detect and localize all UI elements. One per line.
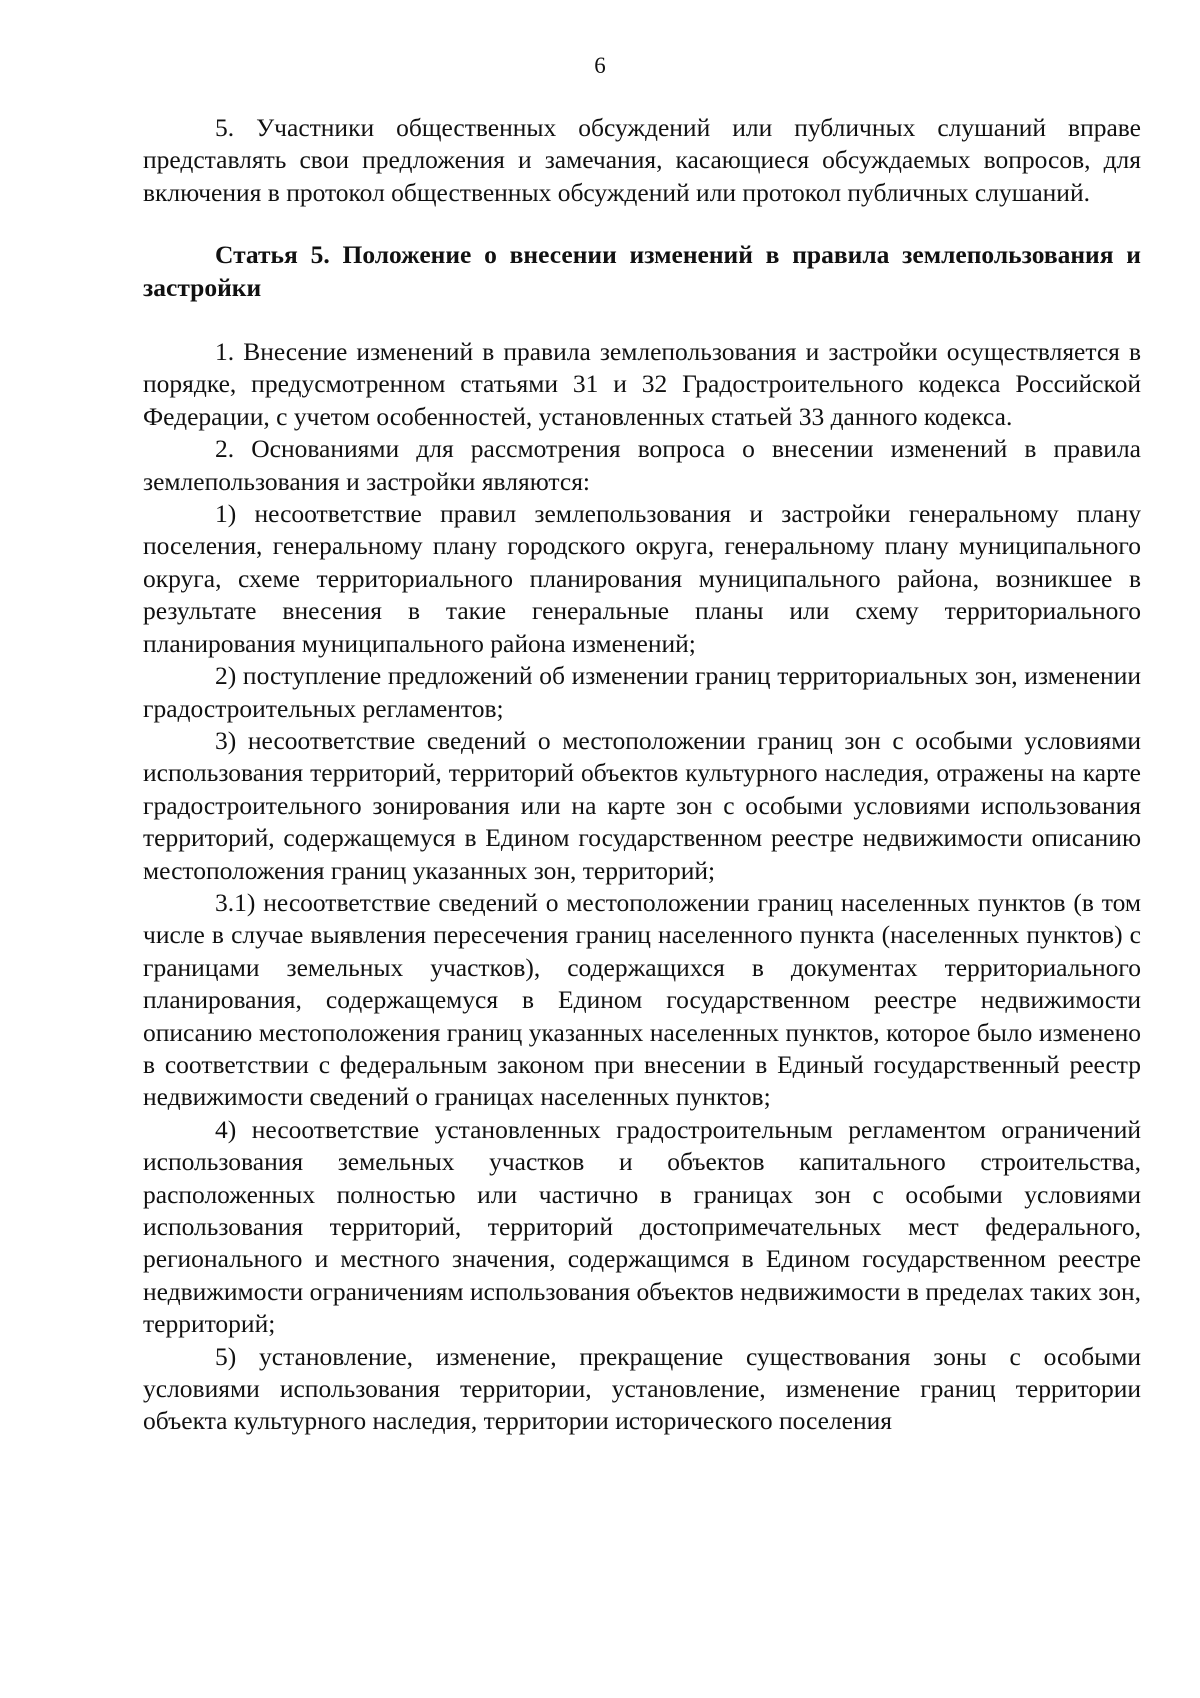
document-body xyxy=(143,112,1141,1438)
article-subitem-3: 3) несоответствие сведений о местоположении границ зон с особыми условиями использования территорий, территорий объектов культурного наследия, отражены на карте градостроительного зонирования или на карте зон с особыми условиями использования территорий, содержащемуся в Едином государственном реестре недвижимости описанию местоположения границ указанных зон, территорий; xyxy=(143,725,1141,885)
page-number: 6 xyxy=(594,53,606,78)
article-subitem-2: 2) поступление предложений об изменении границ территориальных зон, изменении градостроительных регламентов; xyxy=(143,661,1141,723)
article-subitem-5: 5) установление, изменение, прекращение существования зоны с особыми условиями использования территории, установление, изменение границ территории объекта культурного наследия, территории исторического поселения xyxy=(143,1341,1141,1436)
article-5-heading: Статья 5. Положение о внесении изменений в правила землепользования и застройки xyxy=(143,240,1141,302)
article-paragraph-2: 2. Основаниями для рассмотрения вопроса о внесении изменений в правила землепользования и застройки являются: xyxy=(143,434,1141,496)
article-subitem-3-1: 3.1) несоответствие сведений о местоположении границ населенных пунктов (в том числе в случае выявления пересечения границ населенного пункта (населенных пунктов) с границами земельных участков), содержащихся в документах территориального планирования, содержащемуся в Едином государственном реестре недвижимости описанию местоположения границ указанных населенных пунктов, которое было изменено в соответствии с федеральным законом при внесении в Единый государственный реестр недвижимости сведений о границах населенных пунктов; xyxy=(143,887,1141,1112)
article-subitem-1: 1) несоответствие правил землепользования и застройки генеральному плану поселения, генеральному плану городского округа, генеральному плану муниципального округа, схеме территориального планирования муниципального района, возникшее в результате внесения в такие генеральные планы или схему территориального планирования муниципального района изменений; xyxy=(143,499,1141,658)
article-paragraph-1: 1. Внесение изменений в правила землепользования и застройки осуществляется в порядке, предусмотренном статьями 31 и 32 Градостроительного кодекса Российской Федерации, с учетом особенностей, установленных статьей 33 данного кодекса. xyxy=(143,337,1141,431)
article-subitem-4: 4) несоответствие установленных градостроительным регламентом ограничений использования земельных участков и объектов капитального строительства, расположенных полностью или частично в границах зон с особыми условиями использования территорий, территорий достопримечательных мест федерального, регионального и местного значения, содержащимся в Едином государственном реестре недвижимости ограничениям использования объектов недвижимости в пределах таких зон, территорий; xyxy=(143,1114,1141,1339)
paragraph-item-5: 5. Участники общественных обсуждений или публичных слушаний вправе представлять свои предложения и замечания, касающиеся обсуждаемых вопросов, для включения в протокол общественных обсуждений или протокол публичных слушаний. xyxy=(143,113,1141,207)
